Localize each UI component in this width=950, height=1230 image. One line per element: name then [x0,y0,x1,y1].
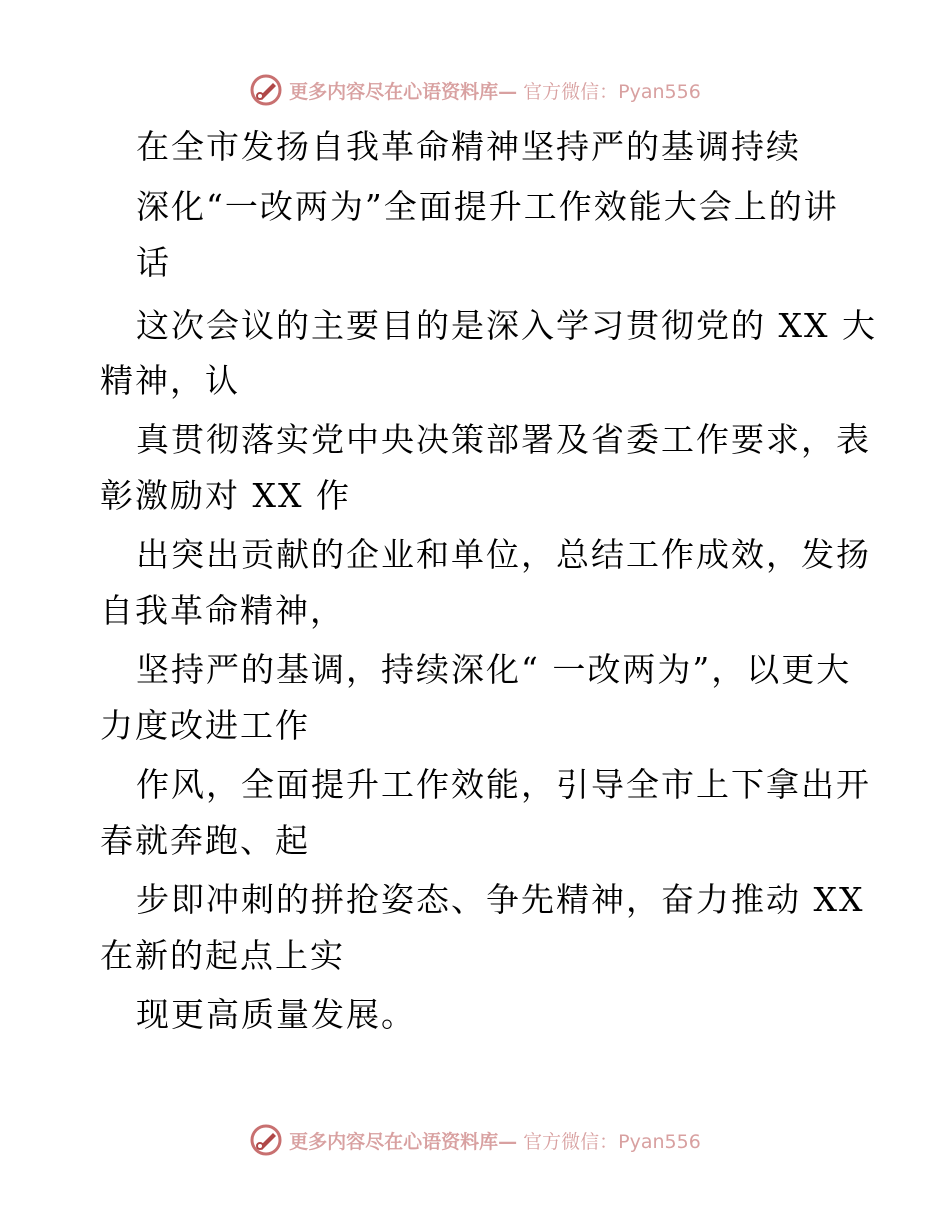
paragraph-line: 这次会议的主要目的是深入学习贯彻党的 XX 大 [136,306,877,345]
paragraph-line: 春就奔跑、起 [100,821,310,860]
title-line: 在全市发扬自我革命精神坚持严的基调持续 [136,127,801,166]
watermark-wechat: 官方微信：Pyan556 [523,1130,701,1153]
paragraph-line: 力度改进工作 [100,706,310,745]
watermark-group [249,73,701,107]
paragraph-line: 现更高质量发展。 [136,995,416,1034]
paragraph-line: 自我革命精神， [100,591,345,630]
title-line: 深化“一改两为”全面提升工作效能大会上的讲 [136,187,839,226]
header-watermark [0,70,950,110]
paragraph-line: 精神，认 [100,361,240,400]
paragraph-line: 在新的起点上实 [100,936,345,975]
watermark-text: 更多内容尽在心语资料库— [289,80,518,103]
paragraph-line: 坚持严的基调，持续深化“ 一改两为”，以更大 [136,650,852,689]
title-line: 话 [136,243,171,282]
paragraph-line: 真贯彻落实党中央决策部署及省委工作要求，表 [136,420,871,459]
paragraph-line: 作风，全面提升工作效能，引导全市上下拿出开 [136,765,871,804]
paragraph-line: 彰激励对 XX 作 [100,476,351,515]
watermark-text: 更多内容尽在心语资料库— [289,1130,518,1153]
logo-icon [249,73,283,107]
watermark-group [249,1123,701,1157]
logo-icon [249,1123,283,1157]
footer-watermark [0,1120,950,1160]
watermark-wechat: 官方微信：Pyan556 [523,80,701,103]
paragraph-line: 出突出贡献的企业和单位，总结工作成效，发扬 [136,535,871,574]
paragraph-line: 步即冲刺的拼抢姿态、争先精神，奋力推动 XX [136,880,865,919]
